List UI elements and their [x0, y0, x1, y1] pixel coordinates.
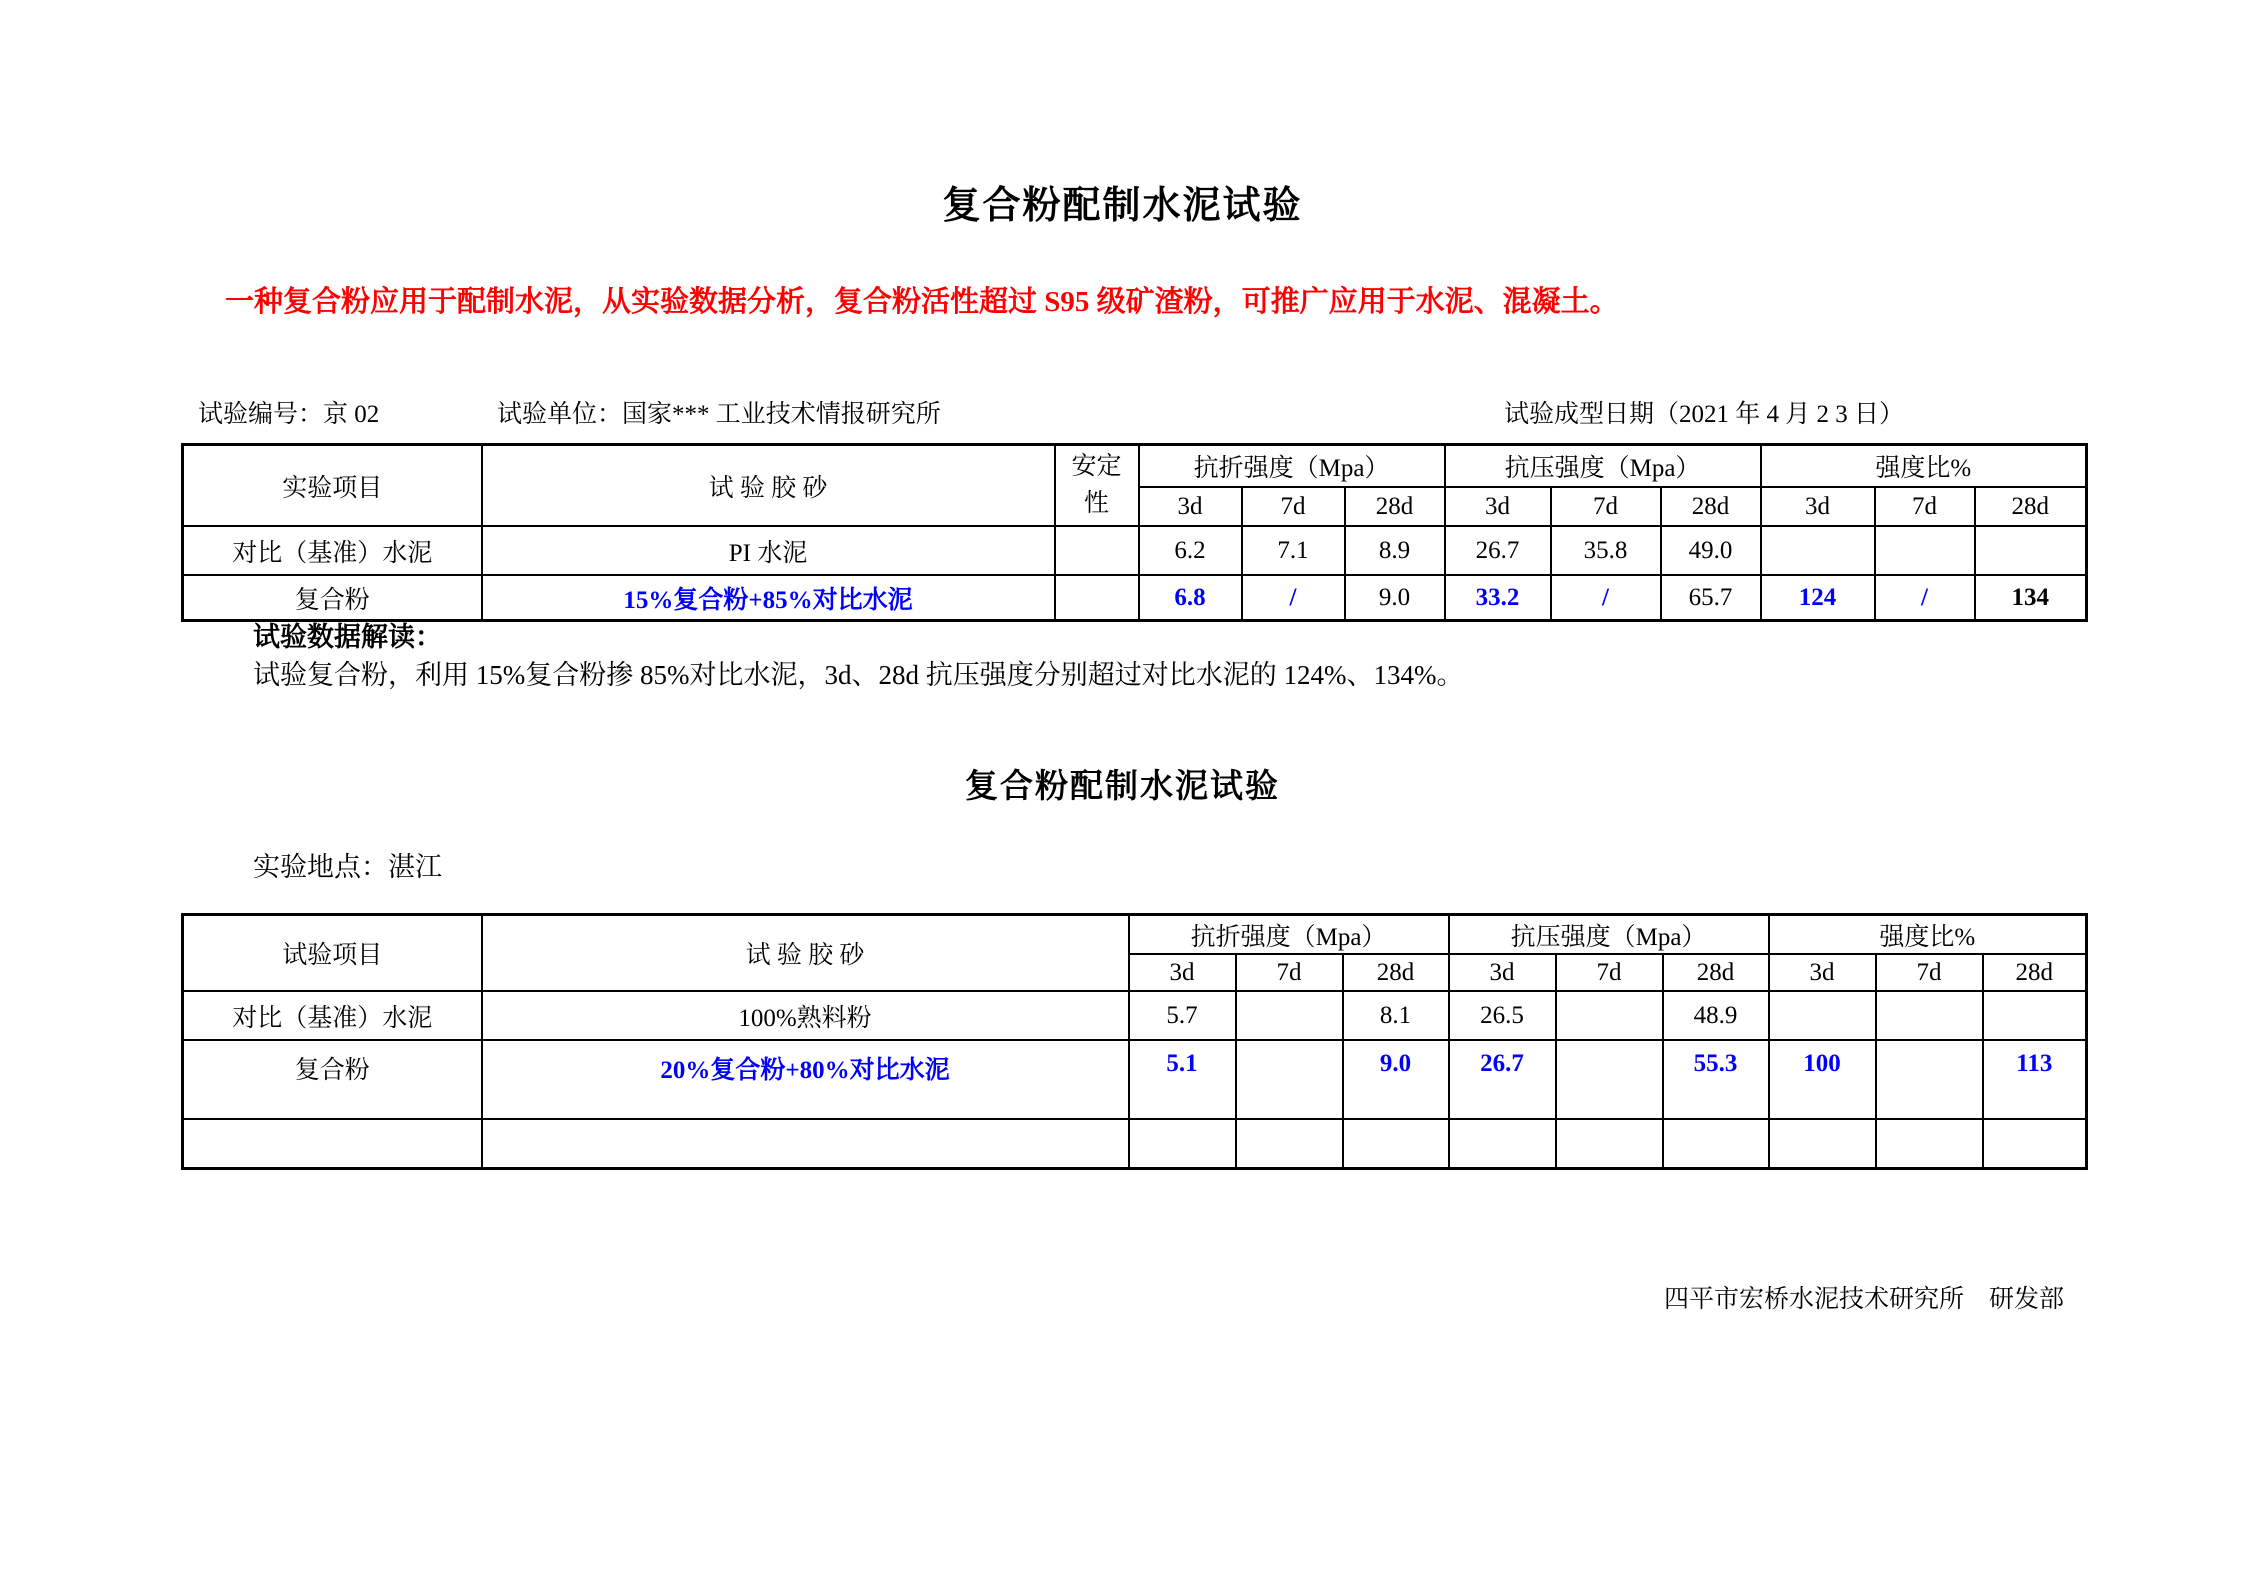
col-header-project: 实验项目: [183, 445, 482, 527]
age-header: 28d: [1343, 954, 1449, 991]
row-project: [183, 1119, 482, 1169]
age-header: 3d: [1769, 954, 1876, 991]
data-cell: [1975, 526, 2087, 575]
data-cell: 7.1: [1242, 526, 1345, 575]
meta-row: [0, 394, 2245, 430]
data-cell: 9.0: [1343, 1040, 1449, 1119]
data-cell: 8.1: [1343, 991, 1449, 1040]
data-cell: 26.7: [1445, 526, 1551, 575]
data-cell: [1876, 1119, 1983, 1169]
data-cell: [1236, 991, 1343, 1040]
data-cell: /: [1242, 575, 1345, 621]
data-cell: [1761, 526, 1875, 575]
data-cell: 6.2: [1139, 526, 1242, 575]
data-cell: 33.2: [1445, 575, 1551, 621]
group-header-ratio: 强度比%: [1761, 445, 2087, 488]
data-cell: [1769, 991, 1876, 1040]
row-stability: [1055, 526, 1139, 575]
age-header: 28d: [1345, 487, 1445, 526]
data-cell: [1769, 1119, 1876, 1169]
row-project: 复合粉: [183, 575, 482, 621]
age-header: 3d: [1761, 487, 1875, 526]
test-table-1: [181, 443, 2088, 622]
row-mortar: [482, 1119, 1129, 1169]
age-header: 7d: [1242, 487, 1345, 526]
test-unit: 试验单位：国家*** 工业技术情报研究所: [497, 401, 941, 428]
report-title-1: 复合粉配制水泥试验: [942, 185, 1303, 227]
col-header-mortar: 试 验 胶 砂: [482, 445, 1055, 527]
col-header-mortar: 试 验 胶 砂: [482, 915, 1129, 992]
test-number: 试验编号：京 02: [198, 401, 380, 428]
row-project: 对比（基准）水泥: [183, 526, 482, 575]
age-header: 3d: [1445, 487, 1551, 526]
col-header-project: 试验项目: [183, 915, 482, 992]
data-cell: 8.9: [1345, 526, 1445, 575]
data-cell: [1129, 1119, 1236, 1169]
data-cell: [1556, 991, 1663, 1040]
data-cell: [1875, 526, 1975, 575]
age-header: 3d: [1129, 954, 1236, 991]
issuing-department: 四平市宏桥水泥技术研究所 研发部: [1663, 1286, 2064, 1313]
data-cell: 100: [1769, 1040, 1876, 1119]
molding-date: 试验成型日期（2021 年 4 月 2 3 日）: [1504, 401, 1905, 428]
table1-row-reference: [183, 526, 2087, 575]
age-header: 28d: [1983, 954, 2087, 991]
col-header-stability: [1055, 445, 1139, 527]
test-location: 实验地点：湛江: [253, 852, 442, 882]
data-cell: 9.0: [1345, 575, 1445, 621]
data-cell: /: [1551, 575, 1661, 621]
data-cell: [1236, 1040, 1343, 1119]
data-cell: [1556, 1040, 1663, 1119]
age-header: 3d: [1449, 954, 1556, 991]
table2-row-empty: [183, 1119, 2087, 1169]
age-header: 28d: [1663, 954, 1769, 991]
data-cell: 49.0: [1661, 526, 1761, 575]
table1-row-composite: [183, 575, 2087, 621]
data-cell: 5.1: [1129, 1040, 1236, 1119]
table2-header-row-1: [183, 915, 2087, 955]
age-header: 28d: [1661, 487, 1761, 526]
table2-row-reference: [183, 991, 2087, 1040]
test-table-2: [181, 913, 2088, 1170]
group-header-compressive: 抗压强度（Mpa）: [1445, 445, 1761, 488]
row-mortar: 100%熟料粉: [482, 991, 1129, 1040]
data-cell: 26.5: [1449, 991, 1556, 1040]
data-cell: [1449, 1119, 1556, 1169]
data-cell: [1983, 1119, 2087, 1169]
data-cell: [1876, 991, 1983, 1040]
data-cell: 48.9: [1663, 991, 1769, 1040]
age-header: 3d: [1139, 487, 1242, 526]
age-header: 7d: [1556, 954, 1663, 991]
row-mortar: PI 水泥: [482, 526, 1055, 575]
row-mortar: 15%复合粉+85%对比水泥: [482, 575, 1055, 621]
age-header: 7d: [1875, 487, 1975, 526]
age-header: 28d: [1975, 487, 2087, 526]
data-cell: [1556, 1119, 1663, 1169]
data-cell: /: [1875, 575, 1975, 621]
stability-label: 安定性: [1071, 453, 1122, 517]
age-header: 7d: [1876, 954, 1983, 991]
data-cell: [1343, 1119, 1449, 1169]
data-cell: [1983, 991, 2087, 1040]
data-cell: 6.8: [1139, 575, 1242, 621]
data-cell: 26.7: [1449, 1040, 1556, 1119]
data-cell: 35.8: [1551, 526, 1661, 575]
data-cell: 55.3: [1663, 1040, 1769, 1119]
group-header-ratio: 强度比%: [1769, 915, 2087, 955]
interpretation-heading: 试验数据解读：: [253, 622, 442, 652]
group-header-flexural: 抗折强度（Mpa）: [1139, 445, 1445, 488]
highlight-note: 一种复合粉应用于配制水泥，从实验数据分析，复合粉活性超过 S95 级矿渣粉，可推广应用于水泥、混凝土。: [225, 286, 1619, 318]
data-cell: 134: [1975, 575, 2087, 621]
table1-header-row-1: [183, 445, 2087, 488]
data-cell: [1236, 1119, 1343, 1169]
age-header: 7d: [1551, 487, 1661, 526]
row-mortar: 20%复合粉+80%对比水泥: [482, 1040, 1129, 1119]
interpretation-body: 试验复合粉，利用 15%复合粉掺 85%对比水泥，3d、28d 抗压强度分别超过对比水泥的 124%、134%。: [253, 660, 1464, 690]
row-project: 复合粉: [183, 1040, 482, 1119]
group-header-compressive: 抗压强度（Mpa）: [1449, 915, 1769, 955]
data-cell: [1876, 1040, 1983, 1119]
data-cell: 65.7: [1661, 575, 1761, 621]
data-cell: 124: [1761, 575, 1875, 621]
age-header: 7d: [1236, 954, 1343, 991]
table2-row-composite: [183, 1040, 2087, 1119]
data-cell: [1663, 1119, 1769, 1169]
group-header-flexural: 抗折强度（Mpa）: [1129, 915, 1449, 955]
report-title-2: 复合粉配制水泥试验: [965, 769, 1280, 805]
row-stability: [1055, 575, 1139, 621]
data-cell: 113: [1983, 1040, 2087, 1119]
data-cell: 5.7: [1129, 991, 1236, 1040]
row-project: 对比（基准）水泥: [183, 991, 482, 1040]
